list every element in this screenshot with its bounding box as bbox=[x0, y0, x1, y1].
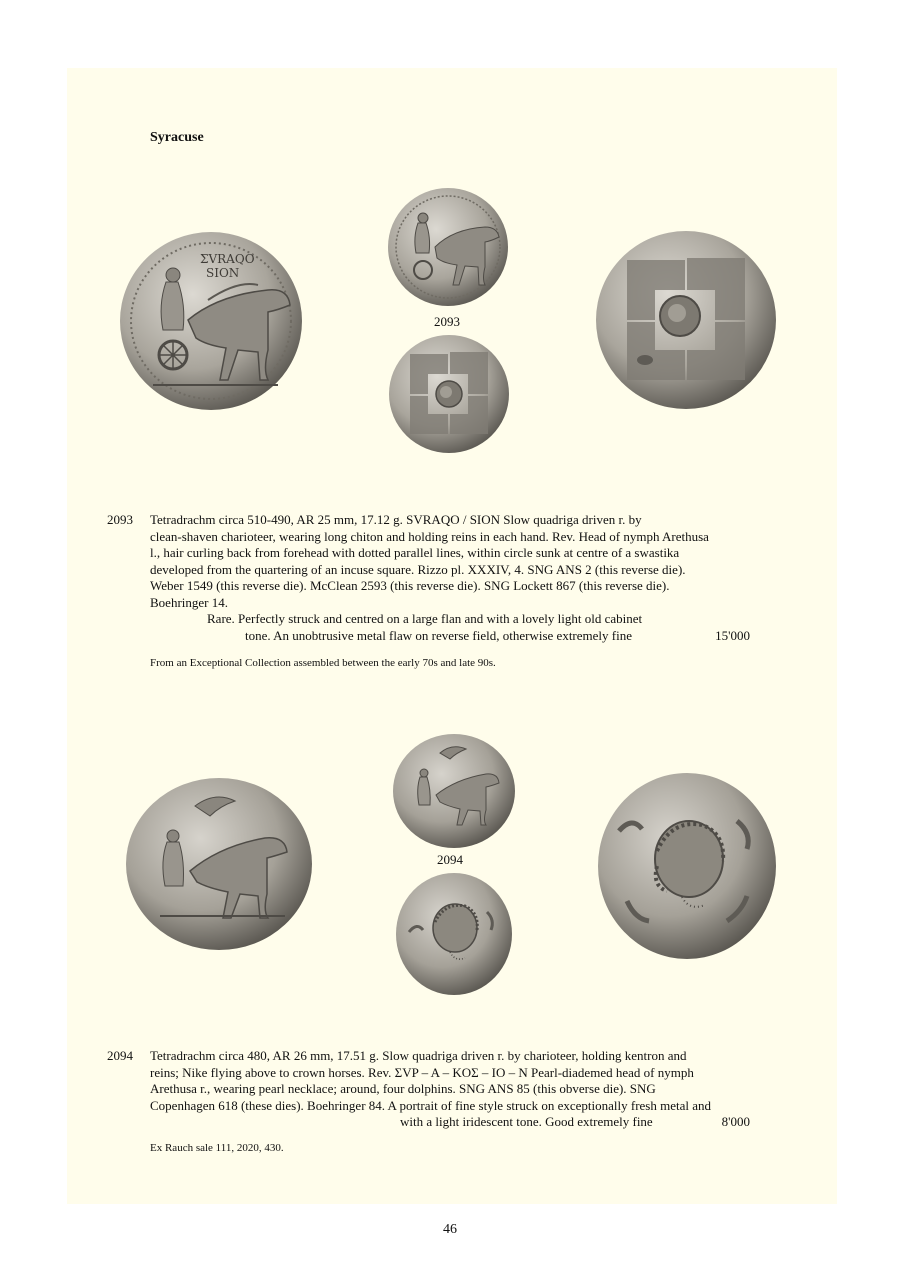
condition-line2: with a light iridescent tone. Good extremely fine bbox=[400, 1114, 653, 1129]
lot-provenance: From an Exceptional Collection assembled between the early 70s and late 90s. bbox=[150, 657, 496, 669]
coin-2093-reverse-small bbox=[388, 334, 510, 454]
coin-2094-reverse-small bbox=[395, 872, 513, 996]
coin-legend-line1: ΣVRAQO bbox=[200, 252, 255, 266]
description-line: reins; Nike flying above to crown horses. Rev. ΣVP – A – KOΣ – IO – N Pearl-diademed head of nymph bbox=[150, 1064, 694, 1080]
coin-legend-line2: SION bbox=[206, 266, 240, 280]
lot-price: 8'000 bbox=[721, 1114, 750, 1129]
coin-2093-reverse-large bbox=[595, 230, 777, 410]
description-line: developed from the quartering of an incuse square. Rizzo pl. XXXIV, 4. SNG ANS 2 (this reverse die). bbox=[150, 561, 686, 577]
description-line: Boehringer 14. bbox=[150, 594, 228, 610]
lot-price: 15'000 bbox=[715, 628, 750, 643]
description-line: l., hair curling back from forehead with dotted parallel lines, within circle sunk at centre of a swastika bbox=[150, 545, 680, 560]
coin-2094-obverse-small bbox=[392, 733, 516, 849]
coin-2093-obverse-small bbox=[387, 187, 509, 307]
lot-number: 2094 bbox=[107, 1048, 133, 1063]
lot-description bbox=[150, 512, 750, 611]
lot-description bbox=[150, 1048, 750, 1114]
description-line: Tetradrachm circa 480, AR 26 mm, 17.51 g. Slow quadriga driven r. by charioteer, holding kentron and bbox=[150, 1048, 687, 1063]
coin-2093-obverse-large bbox=[118, 230, 304, 412]
coin-2094-reverse-large bbox=[597, 771, 777, 961]
condition-line1: Rare. Perfectly struck and centred on a large flan and with a lovely light old cabinet bbox=[207, 611, 643, 626]
description-line: Arethusa r., wearing pearl necklace; around, four dolphins. SNG ANS 85 (this obverse die). SNG bbox=[150, 1081, 656, 1096]
lot-number: 2093 bbox=[107, 512, 133, 527]
description-line: Weber 1549 (this reverse die). McClean 2593 (this reverse die). SNG Lockett 867 (this reverse die). bbox=[150, 578, 670, 593]
page-number: 46 bbox=[443, 1222, 457, 1237]
description-line: clean-shaven charioteer, wearing long chiton and holding reins in each hand. Rev. Head of nymph Arethusa bbox=[150, 528, 709, 544]
section-title: Syracuse bbox=[150, 130, 204, 145]
coin-label-2093: 2093 bbox=[434, 314, 460, 329]
lot-provenance: Ex Rauch sale 111, 2020, 430. bbox=[150, 1142, 284, 1154]
coin-2094-obverse-large bbox=[125, 776, 313, 952]
coin-label-2094: 2094 bbox=[437, 852, 463, 867]
description-line: Tetradrachm circa 510-490, AR 25 mm, 17.12 g. SVRAQO / SION Slow quadriga driven r. by bbox=[150, 512, 642, 527]
description-line: Copenhagen 618 (these dies). Boehringer 84. A portrait of fine style struck on exceptionally fresh metal and bbox=[150, 1097, 712, 1113]
condition-line2: tone. An unobtrusive metal flaw on reverse field, otherwise extremely fine bbox=[245, 628, 632, 643]
